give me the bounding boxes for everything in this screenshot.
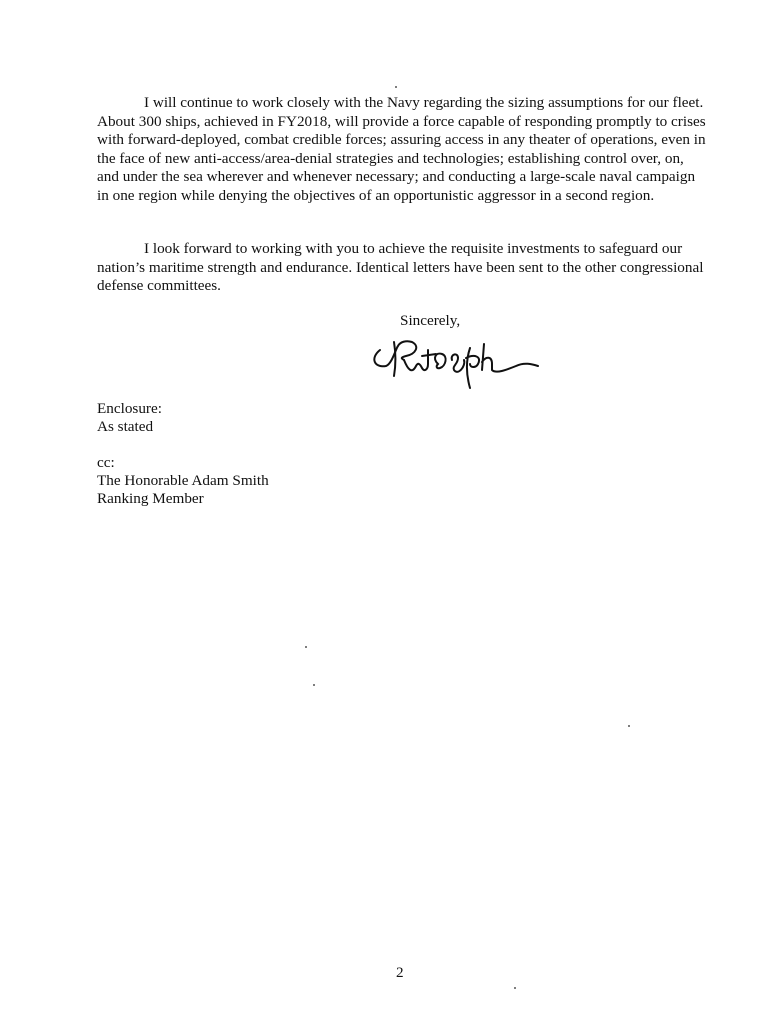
scan-speck [395,86,397,88]
body-paragraph-investments: I look forward to working with you to achieve the requisite investments to safeguard our nation’s maritime strength and endurance. Identical letters have been sent to the other congressional defense committees. [97,240,704,295]
enclosure-label: Enclosure: [97,400,162,417]
handwritten-signature [366,330,542,392]
scan-speck [305,646,307,648]
cc-recipient-name: The Honorable Adam Smith [97,472,269,489]
cc-recipient-title: Ranking Member [97,490,204,507]
closing-salutation: Sincerely, [400,312,461,329]
scan-speck [628,725,630,727]
cc-label: cc: [97,454,115,471]
page-number: 2 [396,964,404,981]
enclosure-value: As stated [97,418,154,435]
body-paragraph-fleet-sizing: I will continue to work closely with the Navy regarding the sizing assumptions for our fleet. About 300 ships, achieved in FY2018, will provide a force capable of responding promptly to crises with forward-deployed, combat credible forces; assuring access in any theater of operations, even in the face of new anti-access/area-denial strategies and technologies; establishing control over, on, and under the sea wherever and whenever necessary; and conducting a large-scale naval campaign in one region while denying the objectives of an opportunistic aggressor in a second region. [97,94,706,204]
scan-speck [514,987,516,989]
scan-speck [313,684,315,686]
